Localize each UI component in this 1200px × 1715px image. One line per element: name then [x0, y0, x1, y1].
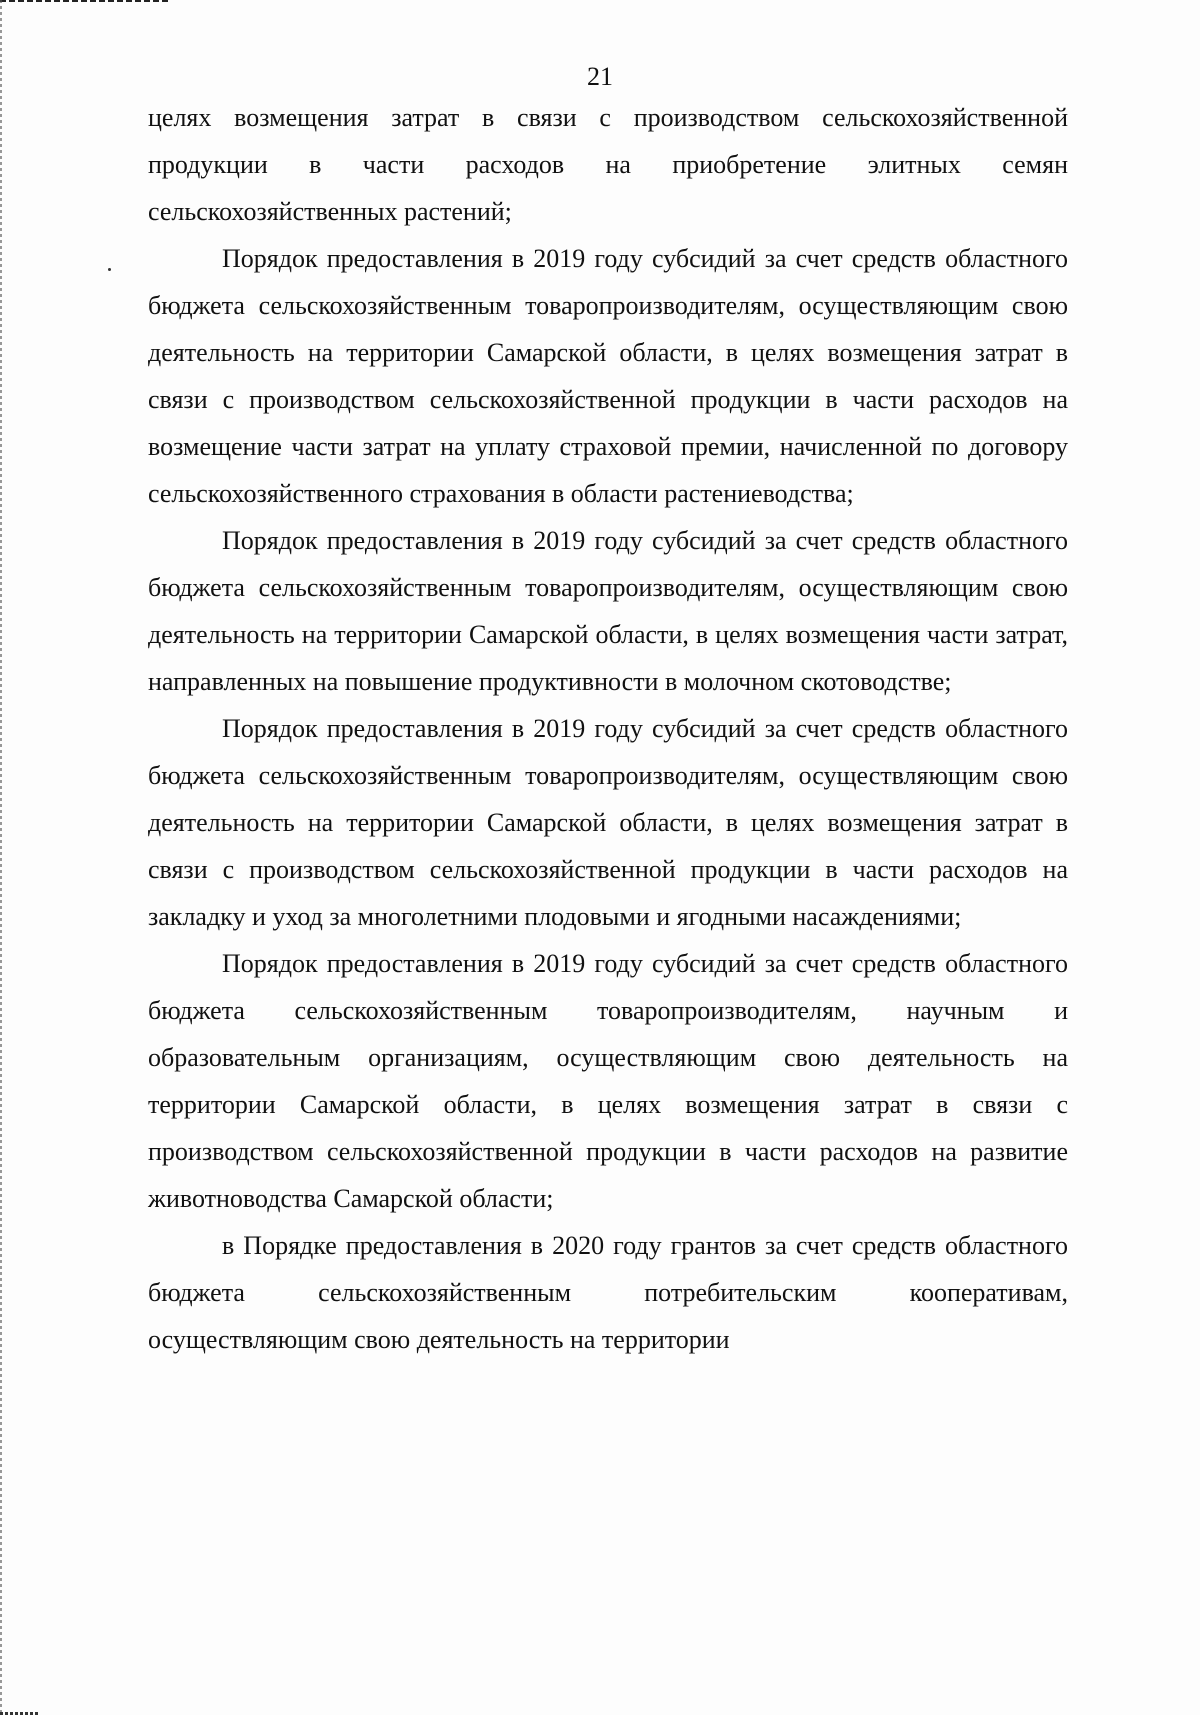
scan-top-edge	[0, 0, 170, 2]
scan-speck	[108, 268, 111, 271]
paragraph: Порядок предоставления в 2019 году субсидий за счет средств областного бюджета сельскохозяйственным товаропроизводителям, осуществляющим свою деятельность на территории Самарской области, в целях возмещения части затрат, направленных на повышение продуктивности в молочном скотоводстве;	[148, 526, 1068, 696]
paragraph: Порядок предоставления в 2019 году субсидий за счет средств областного бюджета сельскохозяйственным товаропроизводителям, осуществляющим свою деятельность на территории Самарской области, в целях возмещения затрат в связи с производством сельскохозяйственной продукции в части расходов на возмещение части затрат на уплату страховой премии, начисленной по договору сельскохозяйственного страхования в области растениеводства;	[148, 244, 1068, 508]
paragraph: Порядок предоставления в 2019 году субсидий за счет средств областного бюджета сельскохозяйственным товаропроизводителям, осуществляющим свою деятельность на территории Самарской области, в целях возмещения затрат в связи с производством сельскохозяйственной продукции в части расходов на закладку и уход за многолетними плодовыми и ягодными насаждениями;	[148, 714, 1068, 931]
document-body	[148, 94, 1068, 1363]
paragraph: в Порядке предоставления в 2020 году грантов за счет средств областного бюджета сельскохозяйственным потребительским кооперативам, осуществляющим свою деятельность на территории	[148, 1231, 1068, 1354]
paragraph: Порядок предоставления в 2019 году субсидий за счет средств областного бюджета сельскохозяйственным товаропроизводителям, научным и образовательным организациям, осуществляющим свою деятельность на территории Самарской области, в целях возмещения затрат в связи с производством сельскохозяйственной продукции в части расходов на развитие животноводства Самарской области;	[148, 949, 1068, 1213]
paragraph-continuation: целях возмещения затрат в связи с производством сельскохозяйственной продукции в части расходов на приобретение элитных семян сельскохозяйственных растений;	[148, 103, 1068, 226]
scan-left-edge	[0, 0, 2, 1715]
page-number: 21	[587, 62, 613, 91]
